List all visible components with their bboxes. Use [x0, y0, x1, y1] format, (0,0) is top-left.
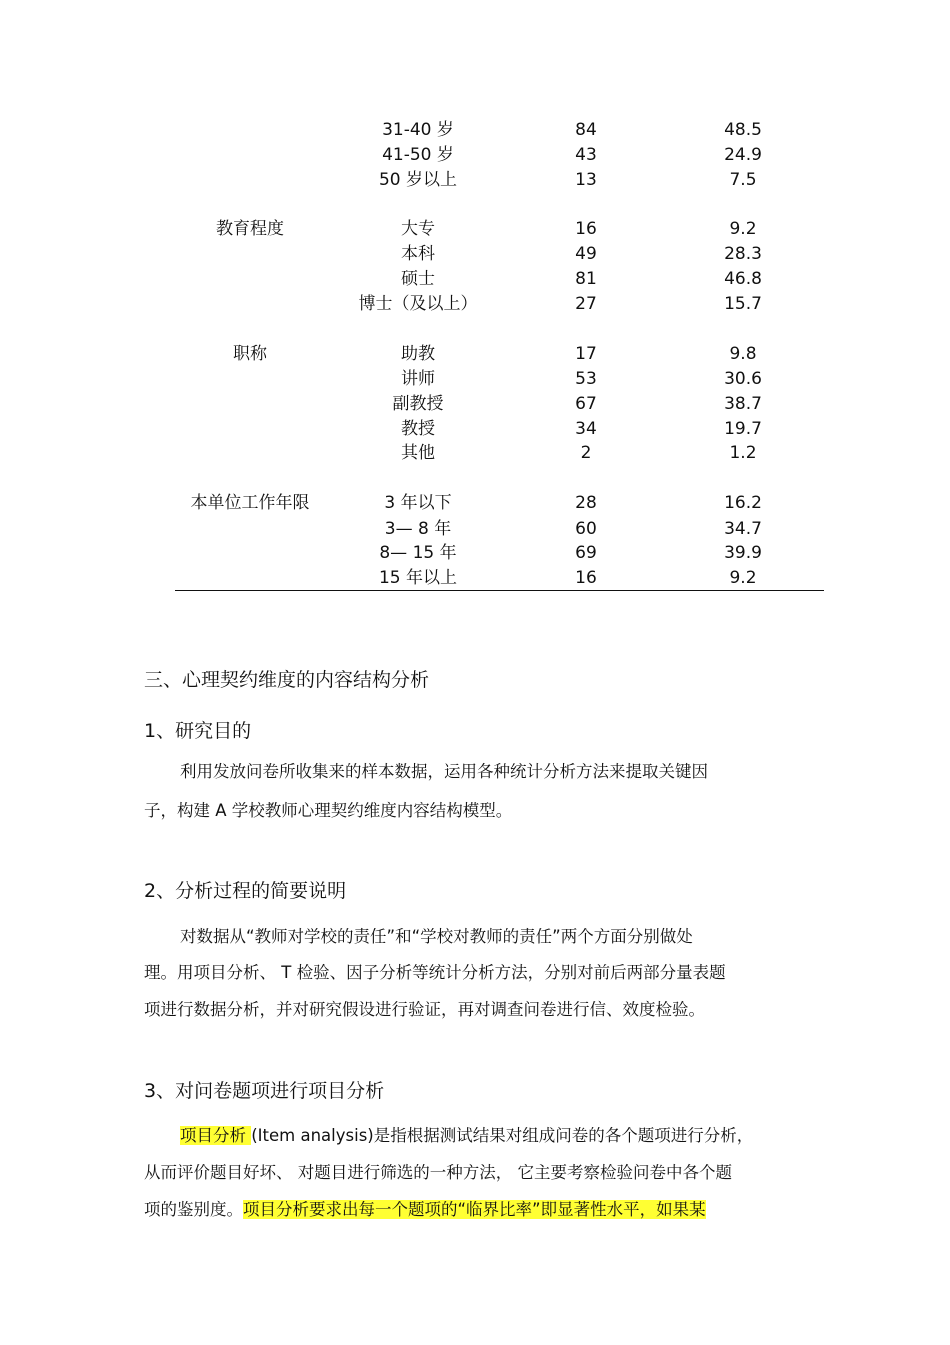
table-cell-percent: 7.5: [729, 170, 757, 190]
paragraph-text: (Item analysis)是指根据测试结果对组成问卷的各个题项进行分析，: [251, 1126, 754, 1145]
table-cell-category: 本单位工作年限: [190, 493, 310, 513]
table-cell-percent: 9.8: [729, 344, 757, 364]
table-cell-percent: 28.3: [724, 244, 762, 264]
table-cell-percent: 9.2: [729, 219, 757, 239]
table-cell-category: 职称: [233, 344, 267, 364]
table-cell-item: 教授: [401, 419, 435, 439]
table-cell-item: 副教授: [392, 394, 444, 414]
table-cell-count: 84: [575, 120, 597, 140]
table-cell-percent: 39.9: [724, 543, 762, 563]
table-cell-count: 34: [575, 419, 597, 439]
table-row: [0, 342, 950, 366]
table-cell-count: 16: [575, 568, 597, 588]
table-row: [0, 143, 950, 167]
table-row: [0, 168, 950, 192]
table-cell-count: 28: [575, 493, 597, 513]
table-cell-item: 3— 8 年: [384, 519, 452, 539]
paragraph-line: 理。用项目分析、 T 检验、因子分析等统计分析方法，分别对前后两部分量表题: [144, 963, 726, 982]
paragraph-line: 从而评价题目好坏、 对题目进行筛选的一种方法， 它主要考察检验问卷中各个题: [144, 1163, 732, 1182]
table-cell-count: 43: [575, 145, 597, 165]
table-row: [0, 417, 950, 441]
table-cell-category: 教育程度: [216, 219, 284, 239]
table-cell-item: 硕士: [401, 269, 435, 289]
table-row: [0, 441, 950, 465]
table-row: [0, 392, 950, 416]
section-heading: 三、心理契约维度的内容结构分析: [144, 669, 430, 691]
table-cell-percent: 16.2: [724, 493, 762, 513]
table-cell-item: 8— 15 年: [379, 543, 457, 563]
table-cell-count: 13: [575, 170, 597, 190]
table-cell-percent: 46.8: [724, 269, 762, 289]
table-row: [0, 566, 950, 590]
paragraph-line: [144, 1198, 706, 1222]
table-cell-item: 助教: [401, 344, 435, 364]
table-cell-item: 50 岁以上: [378, 170, 458, 190]
paragraph-text: 项的鉴别度。: [144, 1200, 243, 1219]
subsection-heading-1: 1、研究目的: [144, 720, 252, 742]
table-row: [0, 267, 950, 291]
subsection-heading-3: 3、对问卷题项进行项目分析: [144, 1080, 385, 1102]
table-cell-percent: 19.7: [724, 419, 762, 439]
paragraph-line: [180, 1124, 753, 1148]
table-cell-percent: 9.2: [729, 568, 757, 588]
table-cell-percent: 15.7: [724, 294, 762, 314]
table-row: [0, 217, 950, 241]
highlighted-sentence: 项目分析要求出每一个题项的“临界比率”即显著性水平，如果某: [243, 1200, 706, 1219]
table-cell-count: 49: [575, 244, 597, 264]
table-cell-percent: 34.7: [724, 519, 762, 539]
table-cell-percent: 48.5: [724, 120, 762, 140]
table-cell-percent: 1.2: [729, 443, 757, 463]
highlighted-term: 项目分析: [180, 1126, 252, 1145]
table-cell-item: 博士（及以上）: [358, 294, 478, 314]
table-cell-count: 81: [575, 269, 597, 289]
table-row: [0, 491, 950, 515]
table-cell-count: 16: [575, 219, 597, 239]
table-row: [0, 118, 950, 142]
table-cell-item: 本科: [401, 244, 435, 264]
table-cell-count: 27: [575, 294, 597, 314]
paragraph-line: 子，构建 A 学校教师心理契约维度内容结构模型。: [144, 801, 513, 820]
table-row: [0, 541, 950, 565]
table-cell-item: 31-40 岁: [382, 120, 454, 140]
table-cell-percent: 24.9: [724, 145, 762, 165]
table-cell-percent: 38.7: [724, 394, 762, 414]
paragraph-line: 对数据从“教师对学校的责任”和“学校对教师的责任”两个方面分别做处: [180, 927, 693, 946]
paragraph-line: 项进行数据分析，并对研究假设进行验证，再对调查问卷进行信、效度检验。: [144, 1000, 705, 1019]
table-cell-count: 67: [575, 394, 597, 414]
table-bottom-rule: [175, 590, 824, 591]
table-row: [0, 367, 950, 391]
table-cell-percent: 30.6: [724, 369, 762, 389]
table-cell-count: 69: [575, 543, 597, 563]
table-row: [0, 517, 950, 541]
table-cell-item: 15 年以上: [378, 568, 458, 588]
table-cell-item: 讲师: [401, 369, 435, 389]
table-cell-item: 41-50 岁: [382, 145, 454, 165]
table-row: [0, 242, 950, 266]
subsection-heading-2: 2、分析过程的简要说明: [144, 880, 347, 902]
table-cell-count: 2: [580, 443, 592, 463]
paragraph-line: 利用发放问卷所收集来的样本数据，运用各种统计分析方法来提取关键因: [180, 762, 708, 781]
table-cell-item: 大专: [401, 219, 435, 239]
table-cell-count: 60: [575, 519, 597, 539]
table-cell-item: 3 年以下: [384, 493, 452, 513]
table-cell-item: 其他: [401, 443, 435, 463]
table-row: [0, 292, 950, 316]
table-cell-count: 17: [575, 344, 597, 364]
table-cell-count: 53: [575, 369, 597, 389]
